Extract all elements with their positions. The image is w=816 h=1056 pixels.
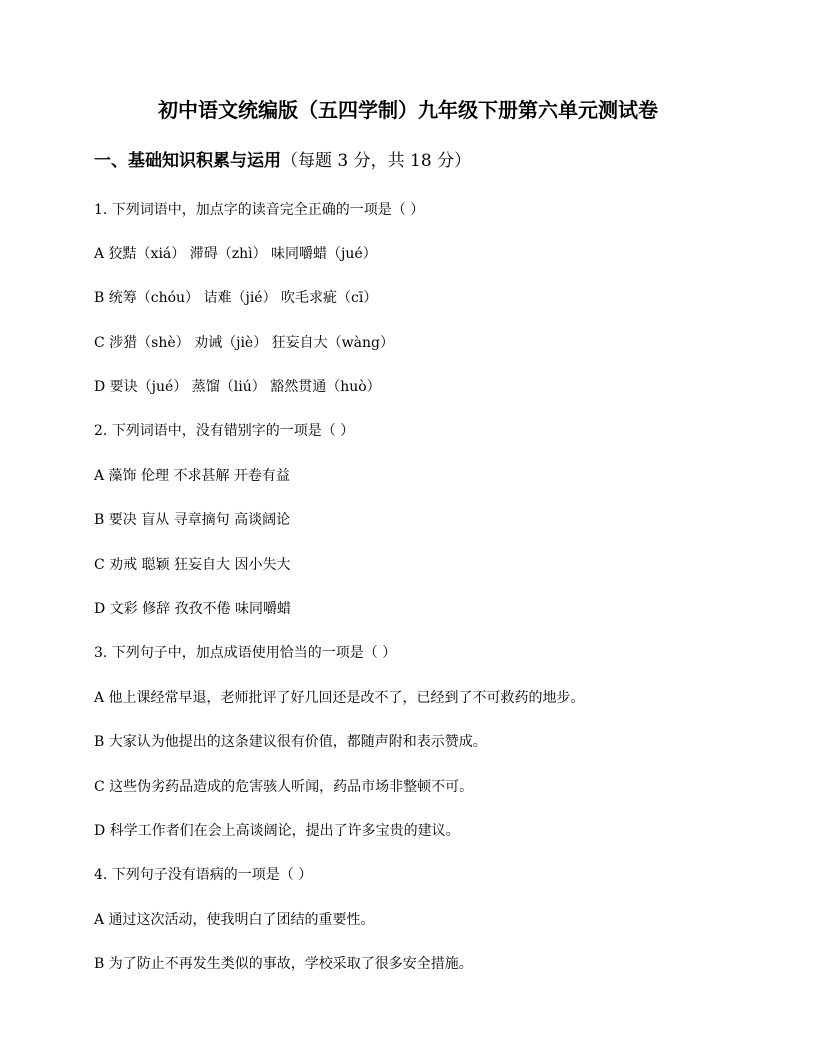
question-2-option-b: B 要决 盲从 寻章摘句 高谈阔论 (94, 512, 291, 528)
question-3-option-b: B 大家认为他提出的这条建议很有价值，都随声附和表示赞成。 (94, 734, 487, 750)
section-heading-label: 一、基础知识积累与运用 (94, 151, 281, 171)
question-3-option-c: C 这些伪劣药品造成的危害骇人听闻，药品市场非整顿不可。 (94, 779, 474, 795)
section-heading-score-note: （每题 3 分，共 18 分） (281, 151, 472, 171)
question-2-option-d: D 文彩 修辞 孜孜不倦 味同嚼蜡 (94, 601, 292, 617)
question-1-stem: 1. 下列词语中，加点字的读音完全正确的一项是（ ） (94, 202, 425, 218)
question-3-option-a: A 他上课经常早退，老师批评了好几回还是改不了，已经到了不可救药的地步。 (94, 690, 585, 706)
document-title: 初中语文统编版（五四学制）九年级下册第六单元测试卷 (158, 98, 658, 122)
question-3-stem: 3. 下列句子中，加点成语使用恰当的一项是（ ） (94, 645, 397, 661)
question-1-option-a: A 狡黠（xiá） 滞碍（zhì） 味同嚼蜡（jué） (94, 246, 377, 262)
section-heading (94, 148, 471, 174)
question-2-option-c: C 劝戒 聪颖 狂妄自大 因小失大 (94, 557, 291, 573)
question-2-stem: 2. 下列词语中，没有错别字的一项是（ ） (94, 423, 355, 439)
question-4-option-b: B 为了防止不再发生类似的事故，学校采取了很多安全措施。 (94, 956, 473, 972)
question-1-option-b: B 统筹（chóu） 诘难（jié） 吹毛求疵（cī） (94, 290, 378, 306)
question-4-stem: 4. 下列句子没有语病的一项是（ ） (94, 867, 313, 883)
question-2-option-a: A 藻饰 伦理 不求甚解 开卷有益 (94, 468, 290, 484)
question-1-option-d: D 要诀（jué） 蒸馏（liú） 豁然贯通（huò） (94, 379, 381, 395)
question-4-option-a: A 通过这次活动，使我明白了团结的重要性。 (94, 912, 375, 928)
question-3-option-d: D 科学工作者们在会上高谈阔论，提出了许多宝贵的建议。 (94, 823, 460, 839)
question-1-option-c: C 涉猎（shè） 劝诫（jiè） 狂妄自大（wàng） (94, 335, 394, 351)
